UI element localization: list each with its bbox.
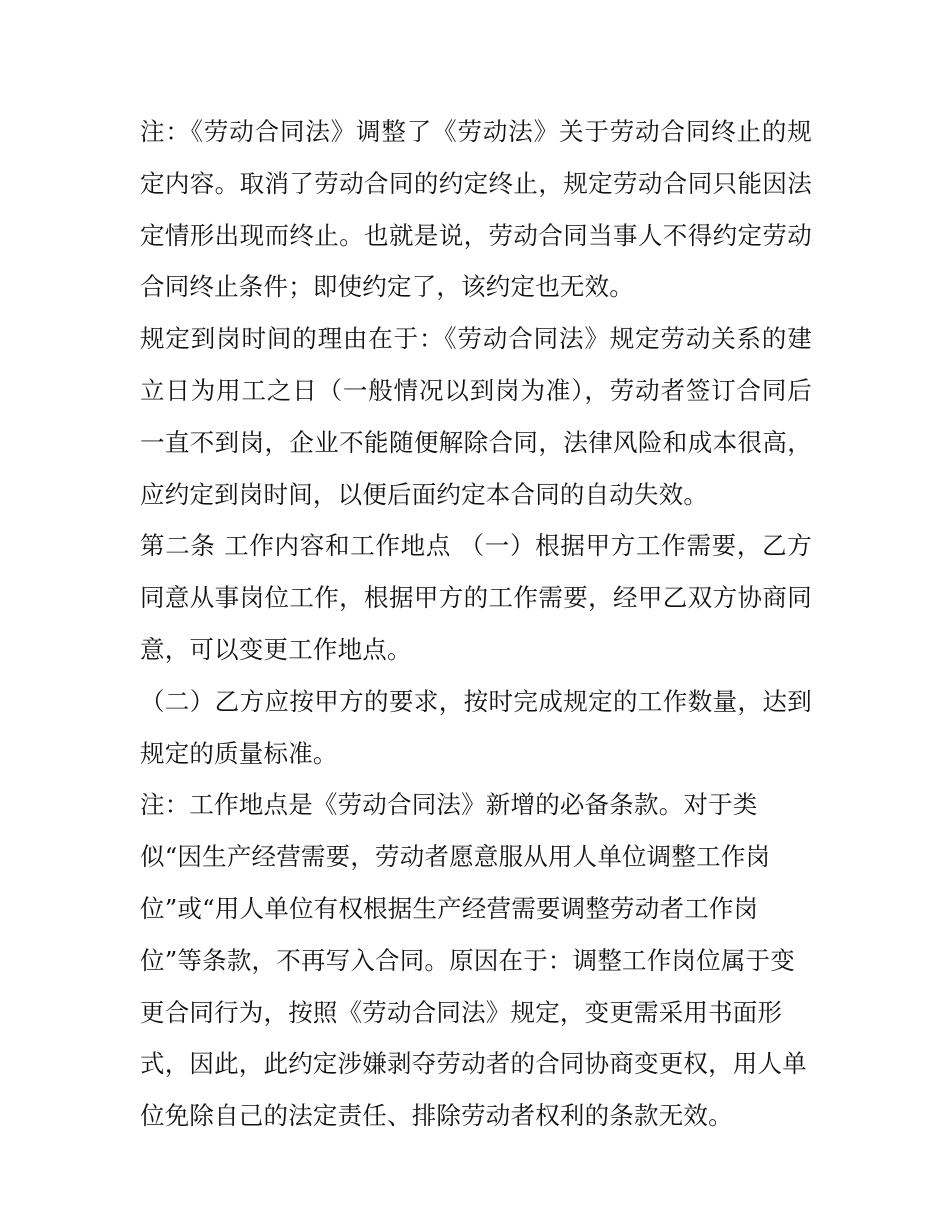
document-page <box>140 106 812 1142</box>
paragraph-article-2-item-2 <box>140 676 812 780</box>
text-line: 规定到岗时间的理由在于：《劳动合同法》规定劳动关系的建 <box>140 324 812 354</box>
text-line: 应约定到岗时间，以便后面约定本合同的自动失效。 <box>140 479 709 509</box>
text-line: 式，因此，此约定涉嫌剥夺劳动者的合同协商变更权，用人单 <box>140 1049 807 1079</box>
text-line: （二）乙方应按甲方的要求，按时完成规定的工作数量，达到 <box>140 686 812 716</box>
text-line: 位”或“用人单位有权根据生产经营需要调整劳动者工作岗 <box>140 893 759 923</box>
text-line: 同意从事岗位工作，根据甲方的工作需要，经甲乙双方协商同 <box>140 583 812 613</box>
text-line: 位”等条款，不再写入合同。原因在于：调整工作岗位属于变 <box>140 945 795 975</box>
text-line: 注：《劳动合同法》调整了《劳动法》关于劳动合同终止的规 <box>140 117 812 146</box>
paragraph-article-2-item-1 <box>140 520 812 675</box>
text-line: 合同终止条件；即使约定了，该约定也无效。 <box>140 272 634 302</box>
paragraph-reason-report-time <box>140 313 812 520</box>
text-line: 注：工作地点是《劳动合同法》新增的必备条款。对于类 <box>140 790 758 820</box>
paragraph-note-work-location <box>140 779 812 1142</box>
text-line: 第二条 工作内容和工作地点 （一）根据甲方工作需要，乙方 <box>140 531 812 561</box>
text-line: 一直不到岗，企业不能随便解除合同，法律风险和成本很高， <box>140 427 812 457</box>
text-line: 规定的质量标准。 <box>140 738 338 768</box>
text-line: 定情形出现而终止。也就是说，劳动合同当事人不得约定劳动 <box>140 220 812 250</box>
text-line: 似“因生产经营需要，劳动者愿意服从用人单位调整工作岗 <box>140 842 771 872</box>
text-line: 更合同行为，按照《劳动合同法》规定，变更需采用书面形 <box>140 997 783 1027</box>
text-line: 定内容。取消了劳动合同的约定终止，规定劳动合同只能因法 <box>140 168 812 198</box>
paragraph-note-termination <box>140 106 812 313</box>
text-line: 意，可以变更工作地点。 <box>140 634 412 664</box>
text-line: 立日为用工之日（一般情况以到岗为准），劳动者签订合同后 <box>140 375 812 405</box>
text-line: 位免除自己的法定责任、排除劳动者权利的条款无效。 <box>140 1101 733 1131</box>
